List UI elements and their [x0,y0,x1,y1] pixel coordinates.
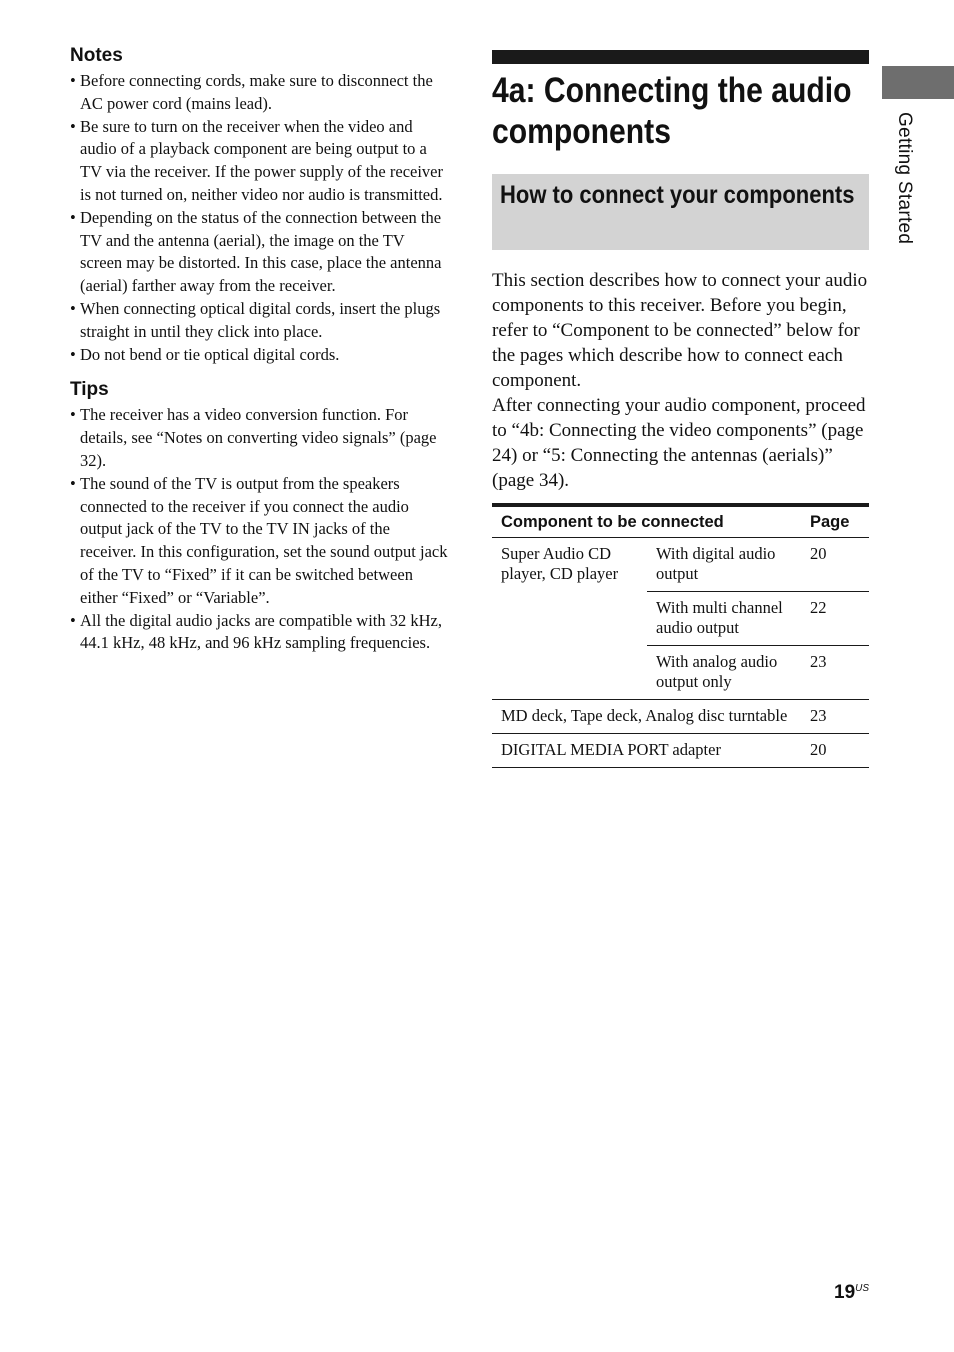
page-number [834,1282,869,1304]
tip-item: • The receiver has a video conversion function. For details, see “Notes on converting video signals” (page 32). [70,404,448,472]
note-item: • Be sure to turn on the receiver when the video and audio of a playback component are being output to a TV via the receiver. If the power supply of the receiver is not turned on, neither video nor audio is transmitted. [70,116,448,207]
next-steps-paragraph: After connecting your audio component, proceed to “4b: Connecting the video components” (page 24) or “5: Connecting the antennas (aerials)” (page 34). [492,395,866,491]
tip-item: • The sound of the TV is output from the speakers connected to the receiver if you connect the audio output jack of the TV to the TV IN jacks of the receiver. In this configuration, set the sound output jack of the TV to “Fixed” if it can be switched between either “Fixed” or “Variable”. [70,473,448,610]
dmport-label: DIGITAL MEDIA PORT adapter [492,734,801,768]
subheading-box [492,174,869,250]
sacd-page: 22 [801,592,869,646]
header-page: Page [801,505,869,538]
tips-list [70,404,448,655]
section-tab-marker [882,66,954,99]
page-number-value: 19 [834,1282,856,1303]
note-item: • When connecting optical digital cords, insert the plugs straight in until they click into place. [70,298,448,344]
page-title: 4a: Connecting the audio components [492,71,852,151]
table-row [492,734,869,768]
section-subtitle: How to connect your components [500,181,855,209]
header-component: Component to be connected [492,505,801,538]
right-column [492,50,869,768]
sacd-label: Super Audio CD player, CD player [492,538,647,700]
table-row [492,538,869,592]
tip-item: • All the digital audio jacks are compatible with 32 kHz, 44.1 kHz, 48 kHz, and 96 kHz sampling frequencies. [70,610,448,656]
section-tab-label: Getting Started [894,112,915,245]
dmport-page: 20 [801,734,869,768]
left-column [70,44,448,655]
tips-heading: Tips [70,379,109,401]
note-item: • Depending on the status of the connection between the TV and the antenna (aerial), the image on the TV screen may be distorted. In this case, place the antenna (aerial) farther away from the receiver. [70,207,448,298]
note-item: • Do not bend or tie optical digital cords. [70,344,448,367]
table-row [492,700,869,734]
sacd-page: 20 [801,538,869,592]
page-region-superscript: US [855,1283,870,1294]
md-page: 23 [801,700,869,734]
table-header-row [492,505,869,538]
sacd-page: 23 [801,646,869,700]
notes-heading: Notes [70,45,123,66]
sacd-option: With multi channel audio output [647,592,801,646]
notes-list [70,70,448,366]
md-label: MD deck, Tape deck, Analog disc turntable [492,700,801,734]
sacd-option: With digital audio output [647,538,801,592]
note-item: • Before connecting cords, make sure to disconnect the AC power cord (mains lead). [70,70,448,116]
sacd-option: With analog audio output only [647,646,801,700]
component-table [492,503,869,768]
section-rule [492,50,869,64]
intro-paragraph: This section describes how to connect your audio components to this receiver. Before you begin, refer to “Component to be connected” below for the pages which describe how to connect each component. [492,270,868,391]
